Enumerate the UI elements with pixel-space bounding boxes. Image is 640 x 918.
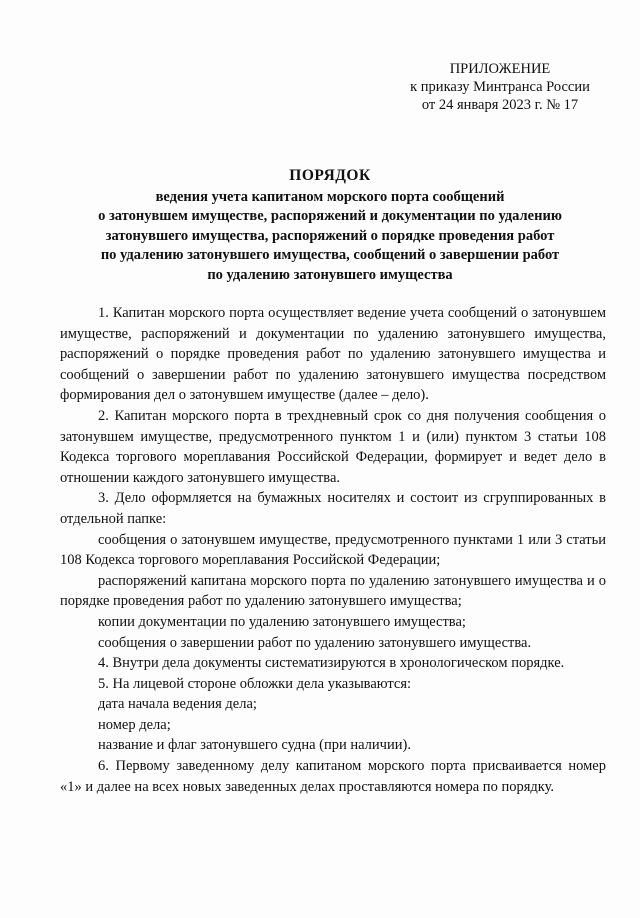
appendix-order-ref: к приказу Минтранса России: [410, 79, 590, 95]
paragraph: 6. Первому заведенному делу капитаном морского порта присваивается номер «1» и далее на всех новых заведенных делах проставляются номера по порядку.: [60, 758, 606, 795]
paragraph: 2. Капитан морского порта в трехдневный срок со дня получения сообщения о затонувшем имуществе, предусмотренного пунктом 1 и (или) пунктом 3 статьи 108 Кодекса торгового мореплавания Российской Федерации, формирует и ведет дело в отношении каждого затонувшего имущества.: [60, 407, 606, 486]
list-item: копии документации по удалению затонувшего имущества;: [98, 613, 466, 630]
paragraph: 1. Капитан морского порта осуществляет ведение учета сообщений о затонувшем имуществе, распоряжений и документации по удалению затонувшего имущества, распоряжений о порядке проведения работ по удалению затонувшего имущества и сообщений о завершении работ по удалению затонувшего имущества посредством формирования дел о затонувшем имуществе (далее – дело).: [60, 305, 606, 404]
document-title: [60, 166, 600, 286]
title-line: о затонувшем имуществе, распоряжений и документации по удалению: [98, 208, 562, 225]
paragraph: 4. Внутри дела документы систематизируются в хронологическом порядке.: [98, 655, 565, 672]
title-main: ПОРЯДОК: [289, 167, 371, 184]
title-line: затонувшего имущества, распоряжений о порядке проведения работ: [105, 227, 555, 244]
appendix-order-date: от 24 января 2023 г. № 17: [421, 97, 579, 113]
list-item: распоряжений капитана морского порта по удалению затонувшего имущества и о порядке проведения работ по удалению затонувшего имущества;: [60, 572, 606, 610]
title-line: ведения учета капитаном морского порта сообщений: [155, 188, 505, 205]
list-item: номер дела;: [98, 716, 171, 733]
list-item: название и флаг затонувшего судна (при наличии).: [98, 737, 411, 754]
paragraph: 3. Дело оформляется на бумажных носителях и состоит из сгруппированных в отдельной папке:: [60, 490, 606, 527]
title-line: по удалению затонувшего имущества, сообщений о завершении работ: [100, 247, 560, 264]
list-item: дата начала ведения дела;: [98, 696, 257, 713]
appendix-header: [400, 60, 600, 114]
title-line: по удалению затонувшего имущества: [207, 266, 453, 283]
list-item: сообщения о затонувшем имуществе, предусмотренного пунктами 1 или 3 статьи 108 Кодекса торгового мореплавания Российской Федерации;: [60, 531, 606, 569]
paragraph: 5. На лицевой стороне обложки дела указываются:: [98, 675, 412, 692]
document-body: [60, 303, 606, 797]
appendix-label: ПРИЛОЖЕНИЕ: [449, 61, 551, 77]
list-item: сообщения о завершении работ по удалению затонувшего имущества.: [98, 634, 532, 651]
